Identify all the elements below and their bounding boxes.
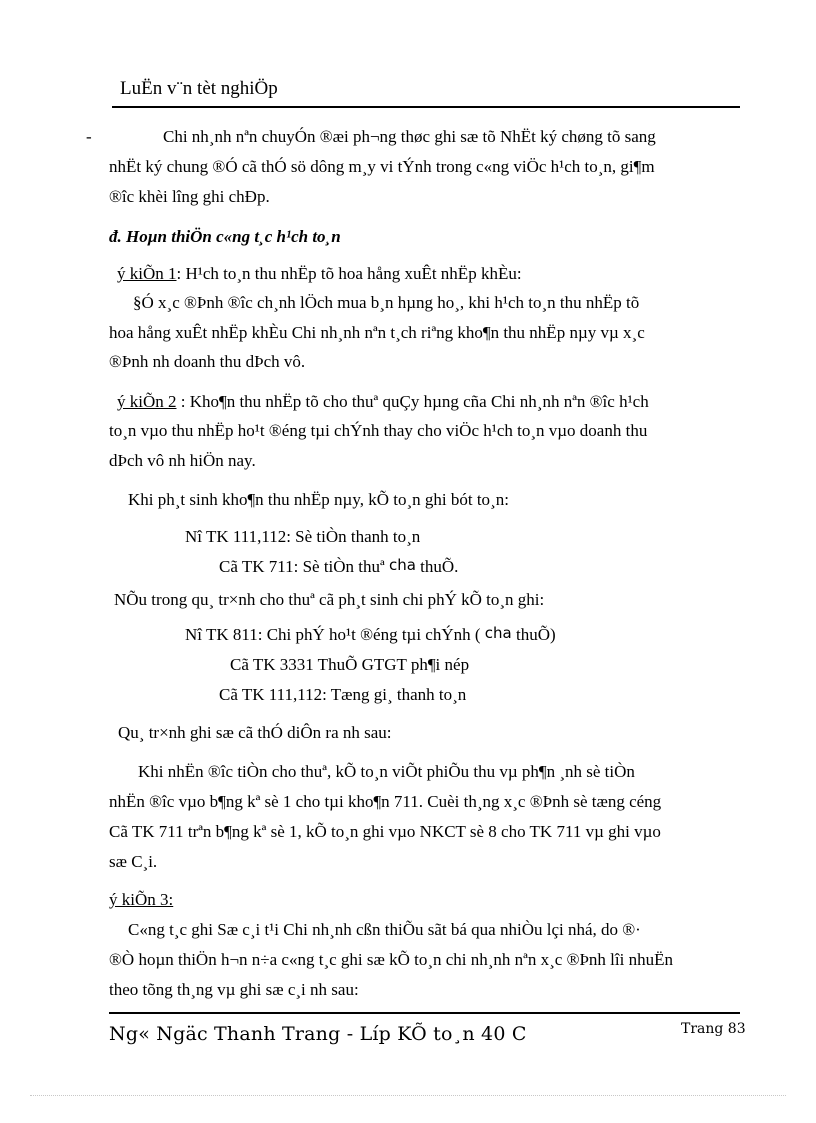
header-title: LuËn v¨n tèt nghiÖp [120, 78, 278, 99]
opinion-2 [117, 392, 649, 412]
paragraph-line: Khi ph¸t sinh kho¶n thu nhËp nµy, kÕ to¸n ghi bót to¸n: [128, 490, 509, 509]
paragraph-line: ®Þnh nh doanh thu dÞch vô. [109, 352, 306, 371]
paragraph-line: ®îc khèi lîng ghi chÐp. [109, 187, 270, 206]
paragraph-line: Qu¸ tr×nh ghi sæ cã thÓ diÔn ra nh sau: [118, 723, 392, 742]
entry-credit: Cã TK 3331 ThuÕ GTGT ph¶i nép [230, 655, 470, 674]
paragraph-line: to¸n vµo thu nhËp ho¹t ®éng tµi chÝnh thay cho viÖc h¹ch to¸n vµo doanh thu [109, 421, 648, 440]
entry-credit-cha: cha [388, 556, 416, 574]
paragraph-line: Cã TK 711 trªn b¶ng kª sè 1, kÕ to¸n ghi vµo NKCT sè 8 cho TK 711 vµ ghi vµo [109, 822, 661, 841]
paragraph-line: nhËn ®îc vµo b¶ng kª sè 1 cho tµi kho¶n 711. Cuèi th¸ng x¸c ®Þnh sè tæng céng [109, 792, 662, 811]
paragraph-line: §Ó x¸c ®Þnh ®îc ch¸nh lÖch mua b¸n hµng ho¸, khi h¹ch to¸n thu nhËp tõ [133, 293, 640, 312]
entry-debit-text: Nî TK 811: Chi phÝ ho¹t ®éng tµi chÝnh ( [185, 625, 485, 644]
paragraph-line: NÕu trong qu¸ tr×nh cho thuª cã ph¸t sinh chi phÝ kÕ to¸n ghi: [114, 590, 545, 609]
entry-debit-tail: thuÕ) [511, 625, 556, 644]
header-rule [112, 106, 740, 108]
paragraph-line: dÞch vô nh hiÖn nay. [109, 451, 256, 470]
opinion-2-text: : Kho¶n thu nhËp tõ cho thuª quÇy hµng cña Chi nh¸nh nªn ®îc h¹ch [176, 392, 649, 411]
footer-author: Ng« Ngäc Thanh Trang - Líp KÕ to¸n 40 C [109, 1023, 527, 1045]
footer-page-number: Trang 83 [681, 1021, 746, 1037]
paragraph-line: Khi nhËn ®îc tiÒn cho thuª, kÕ to¸n viÕt phiÕu thu vµ ph¶n ¸nh sè tiÒn [138, 762, 635, 781]
bullet-dash: - [86, 127, 92, 146]
opinion-1-text: : H¹ch to¸n thu nhËp tõ hoa hång xuÊt nhËp khÈu: [176, 264, 522, 283]
footer-rule [109, 1012, 740, 1014]
paragraph-line: theo tõng th¸ng vµ ghi sæ c¸i nh sau: [109, 980, 359, 999]
opinion-1-label: ý kiÕn 1 [117, 264, 177, 283]
entry-debit [185, 625, 556, 645]
opinion-1 [117, 264, 522, 284]
paragraph-line: C«ng t¸c ghi Sæ c¸i t¹i Chi nh¸nh cßn thiÕu sãt bá qua nhiÒu lçi nhá, do ®· [128, 920, 641, 939]
opinion-3-label: ý kiÕn 3: [109, 890, 174, 909]
entry-credit-text: Cã TK 711: Sè tiÒn thuª [219, 557, 389, 576]
entry-credit-tail: thuÕ. [415, 557, 459, 576]
entry-debit: Nî TK 111,112: Sè tiÒn thanh to¸n [185, 527, 421, 546]
paragraph-line: ®Ò hoµn thiÖn h¬n n÷a c«ng t¸c ghi sæ kÕ to¸n chi nh¸nh nªn x¸c ®Þnh lîi nhuËn [109, 950, 673, 969]
section-heading: đ. Hoµn thiÖn c«ng t¸c h¹ch to¸n [109, 227, 341, 246]
paragraph-line: hoa hång xuÊt nhËp khÈu Chi nh¸nh nªn t¸ch riªng kho¶n thu nhËp nµy vµ x¸c [109, 323, 645, 342]
opinion-2-label: ý kiÕn 2 [117, 392, 177, 411]
paragraph-line: Chi nh¸nh nªn chuyÓn ®æi ph¬ng thøc ghi sæ tõ NhËt ký chøng tõ sang [163, 127, 656, 146]
entry-credit [219, 557, 458, 577]
bottom-dotted-divider [30, 1095, 786, 1096]
entry-credit: Cã TK 111,112: Tæng gi¸ thanh to¸n [219, 685, 467, 704]
paragraph-line: sæ C¸i. [109, 852, 158, 871]
entry-debit-cha: cha [484, 624, 512, 642]
paragraph-line: nhËt ký chung ®Ó cã thÓ sö dông m¸y vi tÝnh trong c«ng viÖc h¹ch to¸n, gi¶m [109, 157, 655, 176]
